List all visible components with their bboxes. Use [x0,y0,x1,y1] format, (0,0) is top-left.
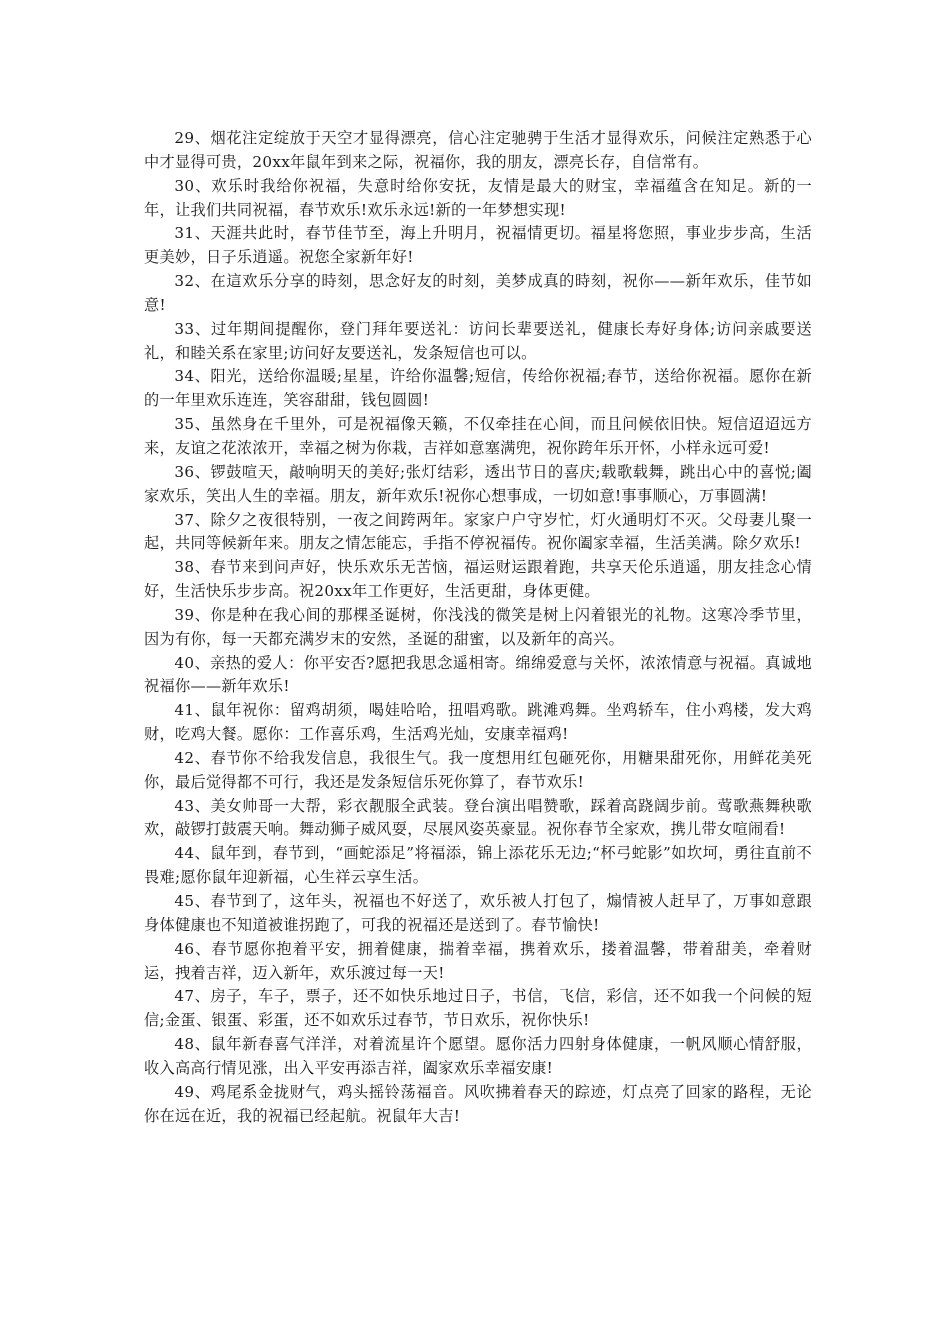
document-body [144,127,812,1128]
paragraph-45: 45、春节到了，这年头，祝福也不好送了，欢乐被人打包了，煽情被人赶早了，万事如意跟身体健康也不知道被谁拐跑了，可我的祝福还是送到了。春节愉快! [144,892,812,934]
paragraph-43: 43、美女帅哥一大帮，彩衣靓服全武装。登台演出唱赞歌，踩着高跷阔步前。莺歌燕舞秧歌欢，敲锣打鼓震天响。舞动狮子威风耍，尽展风姿英豪显。祝你春节全家欢，携儿带女喧闹看! [144,796,812,839]
paragraph-42: 42、春节你不给我发信息，我很生气。我一度想用红包砸死你，用糖果甜死你，用鲜花美死你，最后觉得都不可行，我还是发条短信乐死你算了，春节欢乐! [144,748,812,791]
paragraph-48: 48、鼠年新春喜气洋洋，对着流星许个愿望。愿你活力四射身体健康，一帆风顺心情舒服，收入高高行情见涨，出入平安再添吉祥，阖家欢乐幸福安康! [144,1035,812,1077]
paragraph-47: 47、房子，车子，票子，还不如快乐地过日子，书信，飞信，彩信，还不如我一个问候的短信;金蛋、银蛋、彩蛋，还不如欢乐过春节，节日欢乐，祝你快乐! [144,987,812,1030]
paragraph-46: 46、春节愿你抱着平安，拥着健康，揣着幸福，携着欢乐，搂着温馨，带着甜美，牵着财运，拽着吉祥，迈入新年，欢乐渡过每一天! [144,939,812,982]
paragraph-33: 33、过年期间提醒你，登门拜年要送礼：访问长辈要送礼，健康长寿好身体;访问亲戚要送礼，和睦关系在家里;访问好友要送礼，发条短信也可以。 [144,319,812,362]
paragraph-39: 39、你是种在我心间的那棵圣诞树，你浅浅的微笑是树上闪着银光的礼物。这寒冷季节里，因为有你，每一天都充满岁末的安然，圣诞的甜蜜，以及新年的高兴。 [144,605,812,648]
paragraph-40: 40、亲热的爱人：你平安否?愿把我思念遥相寄。绵绵爱意与关怀，浓浓情意与祝福。真诚地祝福你——新年欢乐! [144,653,812,696]
paragraph-38: 38、春节来到问声好，快乐欢乐无苦恼，福运财运跟着跑，共享天伦乐逍遥，朋友挂念心情好，生活快乐步步高。祝20xx年工作更好，生活更甜，身体更健。 [144,558,812,601]
paragraph-29: 29、烟花注定绽放于天空才显得漂亮，信心注定驰骋于生活才显得欢乐，问候注定熟悉于心中才显得可贵，20xx年鼠年到来之际，祝福你，我的朋友，漂亮长存，自信常有。 [144,129,812,171]
paragraph-30: 30、欢乐时我给你祝福，失意时给你安抚，友情是最大的财宝，幸福蕴含在知足。新的一年，让我们共同祝福，春节欢乐!欢乐永远!新的一年梦想实现! [144,176,812,219]
paragraph-31: 31、天涯共此时，春节佳节至，海上升明月，祝福情更切。福星将您照，事业步步高，生活更美妙，日子乐逍遥。祝您全家新年好! [144,224,812,267]
paragraph-34: 34、阳光，送给你温暖;星星，许给你温馨;短信，传给你祝福;春节，送给你祝福。愿你在新的一年里欢乐连连，笑容甜甜，钱包圆圆! [144,367,812,410]
paragraph-32: 32、在這欢乐分享的時刻，思念好友的时刻，美梦成真的時刻，祝你——新年欢乐，佳节如意! [144,272,812,314]
paragraph-44: 44、鼠年到，春节到，“画蛇添足”将福添，锦上添花乐无边;“杯弓蛇影”如坎坷，勇往直前不畏难;愿你鼠年迎新福，心生祥云享生活。 [144,844,812,887]
paragraph-37: 37、除夕之夜很特别，一夜之间跨两年。家家户户守岁忙，灯火通明灯不灭。父母妻儿聚一起，共同等候新年来。朋友之情怎能忘，手指不停祝福传。祝你阖家幸福，生活美满。除夕欢乐! [144,510,812,553]
paragraph-35: 35、虽然身在千里外，可是祝福像天籁，不仅牵挂在心间，而且问候依旧快。短信迢迢远方来，友谊之花浓浓开，幸福之树为你栽，吉祥如意塞满兜，祝你跨年乐开怀，小样永远可爱! [144,415,812,457]
paragraph-36: 36、锣鼓喧天，敲响明天的美好;张灯结彩，透出节日的喜庆;载歌载舞，跳出心中的喜悦;阖家欢乐，笑出人生的幸福。朋友，新年欢乐!祝你心想事成，一切如意!事事顺心，万事圆满! [144,462,812,505]
paragraph-41: 41、鼠年祝你：留鸡胡须，喝娃哈哈，扭唱鸡歌。跳滩鸡舞。坐鸡轿车，住小鸡楼，发大鸡财，吃鸡大餐。愿你：工作喜乐鸡，生活鸡光灿，安康幸福鸡! [144,701,812,744]
paragraph-49: 49、鸡尾系金拢财气，鸡头摇铃荡福音。风吹拂着春天的踪迹，灯点亮了回家的路程，无论你在远在近，我的祝福已经起航。祝鼠年大吉! [144,1082,812,1125]
